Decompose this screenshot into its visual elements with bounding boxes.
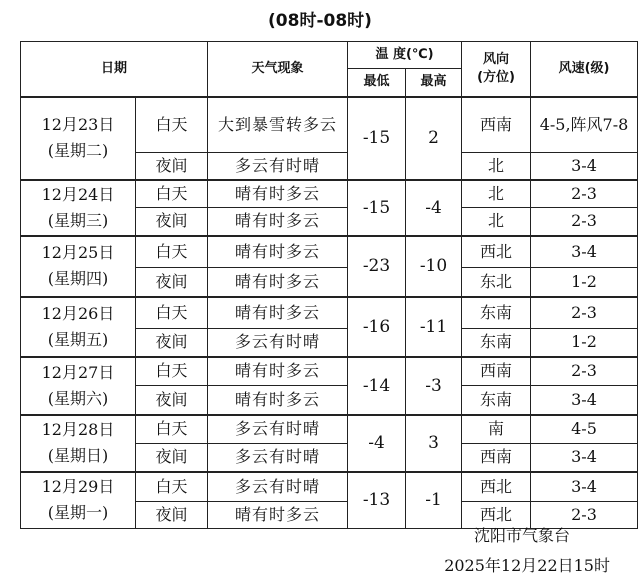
wind-speed-day: 3-4 [531, 472, 638, 502]
weather-night: 晴有时多云 [208, 208, 348, 236]
wind-dir-night: 东南 [462, 386, 531, 415]
weather-day: 大到暴雪转多云 [208, 97, 348, 153]
wind-dir-night: 北 [462, 153, 531, 180]
header-wind-speed: 风速(级) [531, 42, 638, 97]
weather-night: 晴有时多云 [208, 502, 348, 529]
header-wind-direction: 风向 (方位) [462, 42, 531, 97]
row-date [21, 357, 136, 415]
wind-dir-night: 东南 [462, 329, 531, 357]
date-text: 12月29日 [41, 477, 115, 497]
period-night: 夜间 [136, 268, 208, 297]
weekday-text: (星期四) [47, 269, 109, 288]
period-day: 白天 [136, 357, 208, 386]
temp-max: 3 [406, 415, 462, 472]
wind-dir-night: 东北 [462, 268, 531, 297]
weather-day: 多云有时晴 [208, 472, 348, 502]
period-night: 夜间 [136, 153, 208, 180]
row-date [21, 236, 136, 297]
temp-max: -3 [406, 357, 462, 415]
wind-speed-night: 2-3 [531, 208, 638, 236]
wind-speed-day: 4-5,阵风7-8 [531, 97, 638, 153]
wind-speed-day: 2-3 [531, 297, 638, 329]
period-day: 白天 [136, 180, 208, 208]
weather-night: 晴有时多云 [208, 268, 348, 297]
forecast-period-title: (08时-08时) [268, 11, 372, 31]
wind-dir-day: 北 [462, 180, 531, 208]
date-text: 12月23日 [41, 115, 115, 134]
weather-night: 多云有时晴 [208, 329, 348, 357]
temp-max: 2 [406, 97, 462, 180]
wind-speed-day: 2-3 [531, 357, 638, 386]
weather-day: 晴有时多云 [208, 180, 348, 208]
period-night: 夜间 [136, 502, 208, 529]
row-date [21, 472, 136, 529]
weekday-text: (星期二) [47, 141, 109, 160]
period-day: 白天 [136, 297, 208, 329]
period-day: 白天 [136, 415, 208, 444]
date-text: 12月28日 [41, 420, 115, 439]
period-day: 白天 [136, 236, 208, 268]
weekday-text: (星期五) [47, 329, 109, 349]
date-text: 12月24日 [41, 184, 115, 204]
wind-speed-day: 3-4 [531, 236, 638, 268]
forecast-table [20, 41, 638, 529]
wind-speed-day: 2-3 [531, 180, 638, 208]
temp-min: -16 [348, 297, 406, 357]
date-text: 12月25日 [41, 243, 115, 262]
temp-max: -11 [406, 297, 462, 357]
period-night: 夜间 [136, 386, 208, 415]
wind-speed-day: 4-5 [531, 415, 638, 444]
wind-speed-night: 2-3 [531, 502, 638, 529]
row-date [21, 297, 136, 357]
weather-day: 晴有时多云 [208, 297, 348, 329]
wind-dir-night: 北 [462, 208, 531, 236]
wind-speed-night: 3-4 [531, 153, 638, 180]
wind-dir-day: 西南 [462, 357, 531, 386]
wind-speed-night: 3-4 [531, 444, 638, 472]
wind-dir-day: 南 [462, 415, 531, 444]
wind-dir-night: 西南 [462, 444, 531, 472]
weekday-text: (星期三) [47, 210, 109, 230]
weekday-text: (星期日) [47, 446, 109, 465]
weather-day: 晴有时多云 [208, 236, 348, 268]
header-temp-min: 最低 [348, 69, 406, 97]
wind-dir-day: 西北 [462, 472, 531, 502]
wind-dir-day: 西南 [462, 97, 531, 153]
wind-dir-day: 西北 [462, 236, 531, 268]
date-text: 12月27日 [41, 362, 115, 382]
issuer: 沈阳市气象台 [473, 526, 570, 545]
weather-night: 多云有时晴 [208, 444, 348, 472]
header-temp-max: 最高 [406, 69, 462, 97]
weekday-text: (星期一) [47, 503, 109, 523]
wind-speed-night: 1-2 [531, 268, 638, 297]
period-night: 夜间 [136, 329, 208, 357]
header-temperature: 温 度(℃) [348, 42, 462, 69]
period-day: 白天 [136, 472, 208, 502]
weekday-text: (星期六) [47, 388, 109, 408]
date-text: 12月26日 [41, 303, 115, 323]
temp-min: -4 [348, 415, 406, 472]
temp-min: -15 [348, 180, 406, 236]
temp-min: -13 [348, 472, 406, 529]
header-weather: 天气现象 [208, 42, 348, 97]
period-day: 白天 [136, 97, 208, 153]
temp-max: -10 [406, 236, 462, 297]
temp-max: -4 [406, 180, 462, 236]
period-night: 夜间 [136, 444, 208, 472]
issue-time: 2025年12月22日15时 [444, 556, 610, 575]
weather-night: 晴有时多云 [208, 386, 348, 415]
wind-dir-night: 西北 [462, 502, 531, 529]
weather-day: 晴有时多云 [208, 357, 348, 386]
wind-dir-day: 东南 [462, 297, 531, 329]
period-night: 夜间 [136, 208, 208, 236]
weather-night: 多云有时晴 [208, 153, 348, 180]
header-date: 日期 [21, 42, 208, 97]
temp-min: -23 [348, 236, 406, 297]
row-date [21, 97, 136, 180]
row-date [21, 415, 136, 472]
row-date [21, 180, 136, 236]
temp-min: -14 [348, 357, 406, 415]
temp-min: -15 [348, 97, 406, 180]
wind-speed-night: 1-2 [531, 329, 638, 357]
weather-day: 多云有时晴 [208, 415, 348, 444]
wind-speed-night: 3-4 [531, 386, 638, 415]
temp-max: -1 [406, 472, 462, 529]
